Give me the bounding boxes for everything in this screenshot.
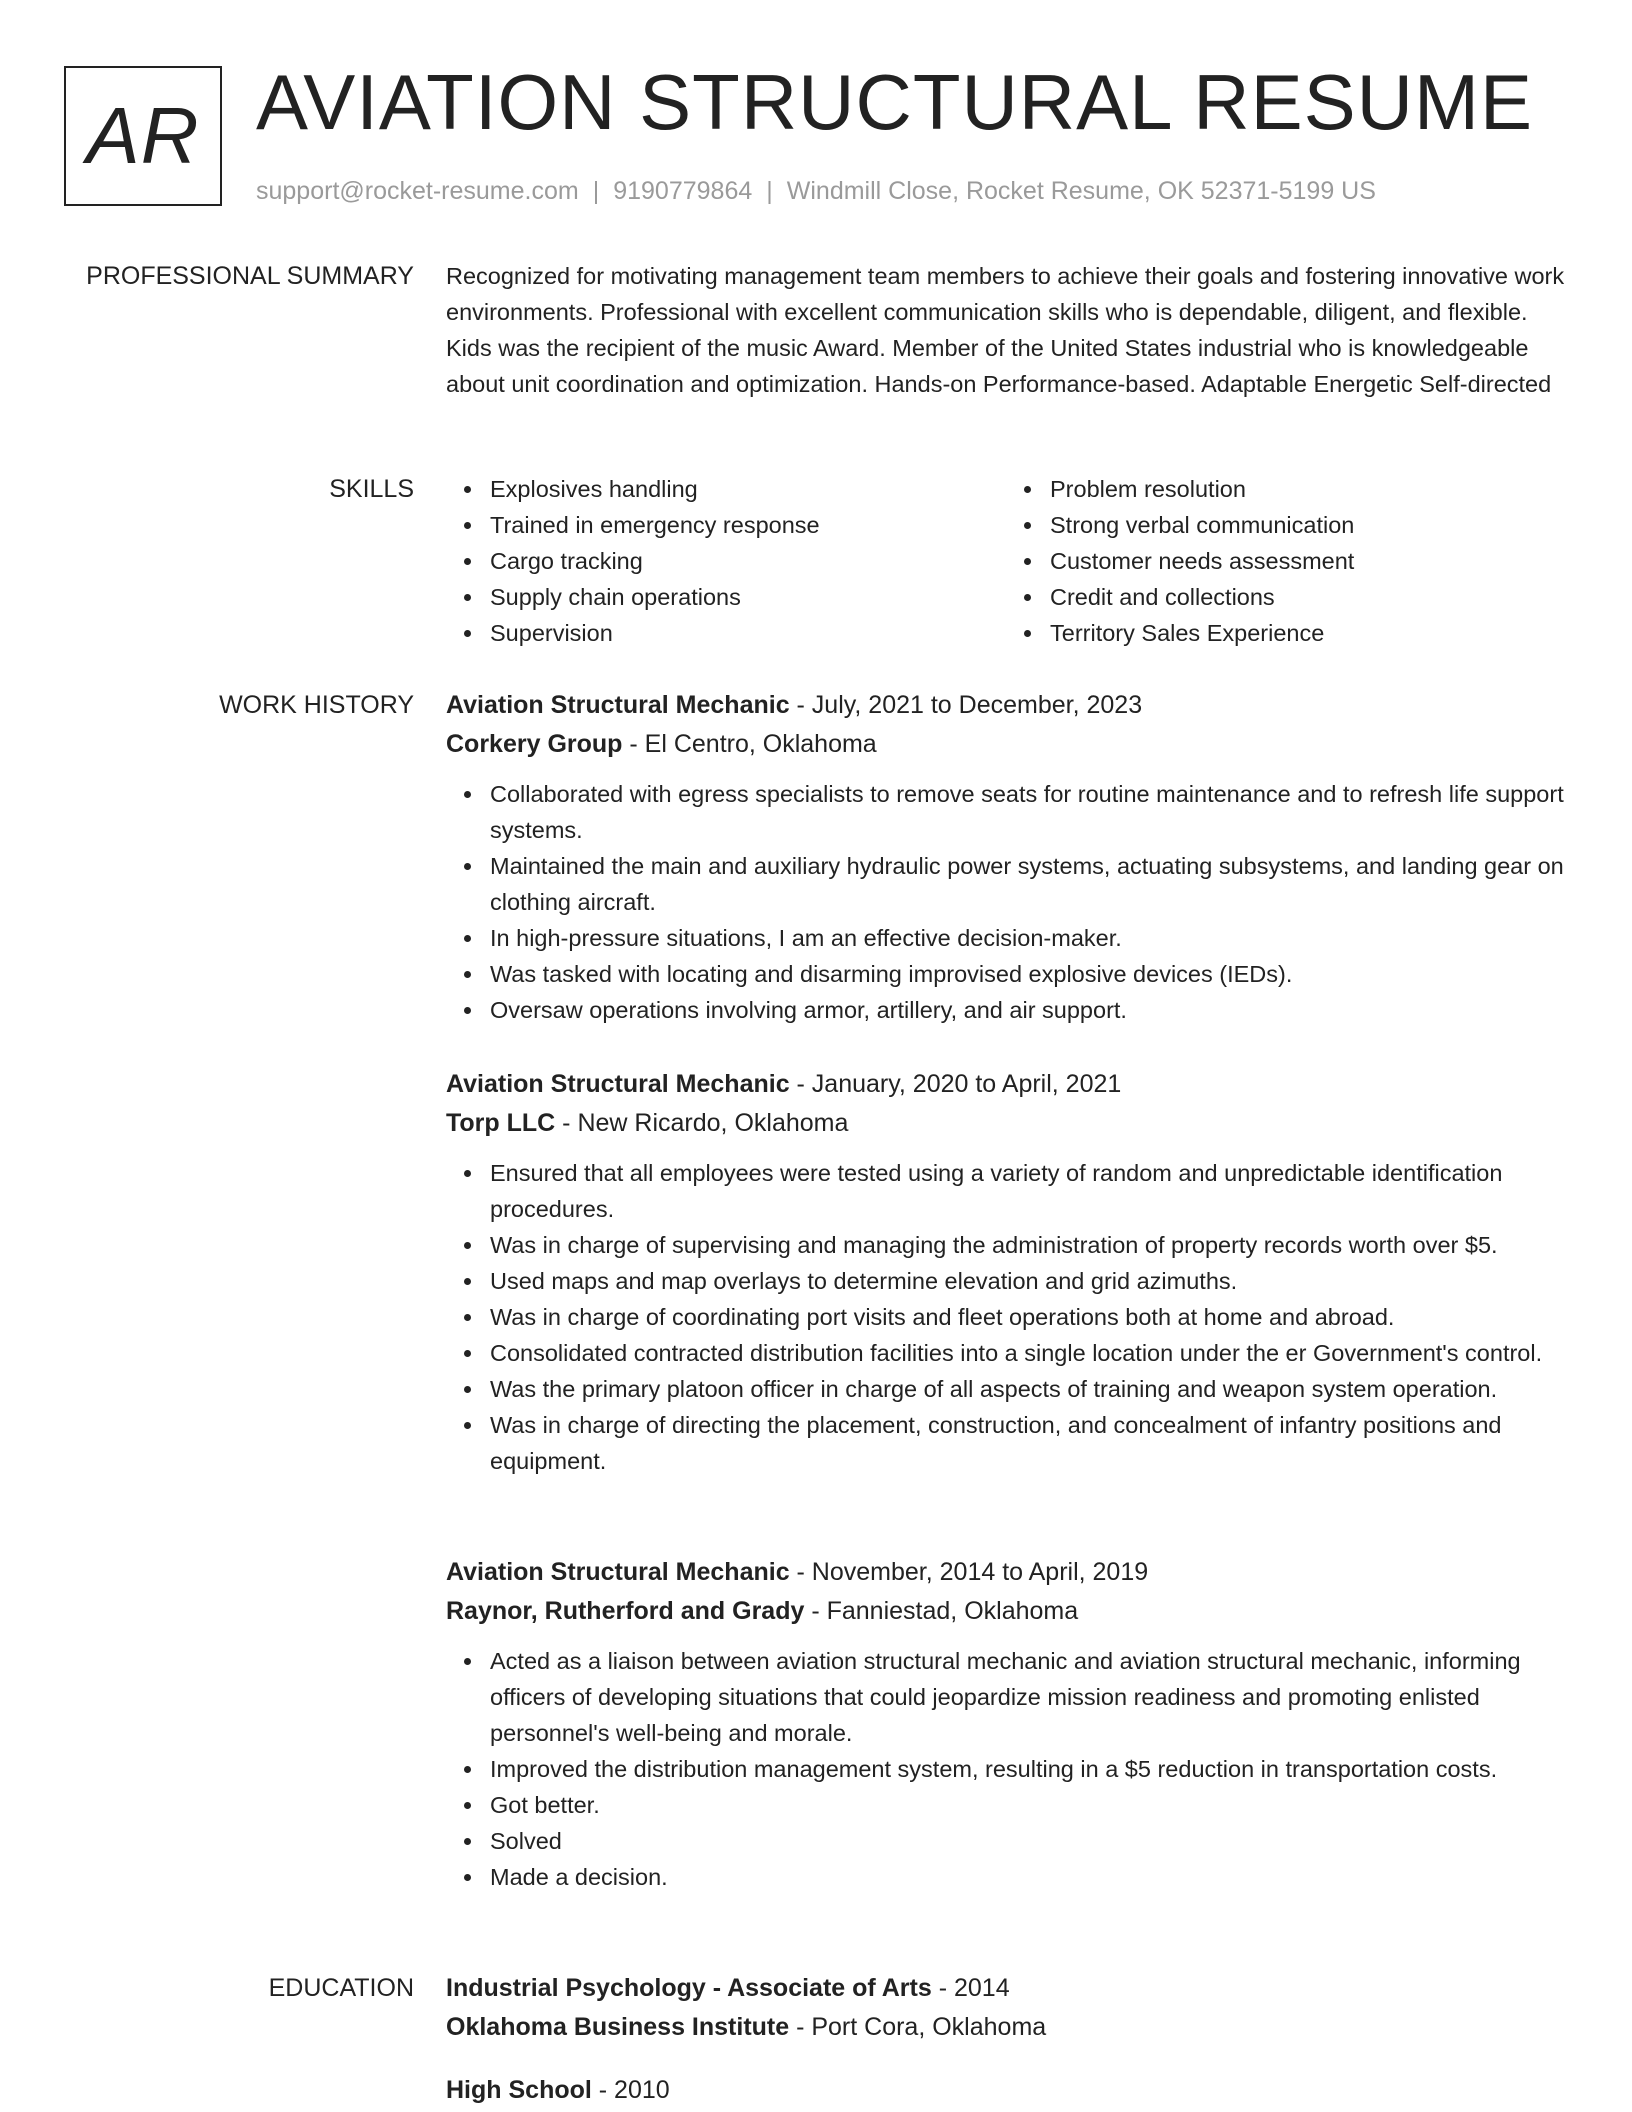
job-bullet: Was in charge of directing the placement, construction, and concealment of infantry positions and equipment.: [490, 1407, 1566, 1479]
contact-separator: |: [766, 177, 773, 205]
education-year: - 2010: [591, 2076, 670, 2104]
job-heading: [446, 1065, 1566, 1103]
job-dates: - November, 2014 to April, 2019: [789, 1558, 1149, 1586]
section-label-education: EDUCATION: [268, 1974, 414, 2002]
job-bullet: Solved: [490, 1823, 1566, 1859]
section-label-summary: PROFESSIONAL SUMMARY: [86, 262, 414, 290]
skill-item: Trained in emergency response: [490, 507, 1006, 543]
contact-separator: |: [592, 177, 600, 205]
job-title: Aviation Structural Mechanic: [446, 691, 790, 719]
job-company: Raynor, Rutherford and Grady: [446, 1597, 805, 1625]
job-content: [446, 1065, 1566, 1479]
contact-address: Windmill Close, Rocket Resume, OK 52371-5199 US: [786, 177, 1376, 205]
job-bullet: Acted as a liaison between aviation structural mechanic and aviation structural mechanic, informing officers of developing situations that could jeopardize mission readiness and promoting enlisted personnel's well-being and morale.: [490, 1643, 1566, 1751]
job-heading: [446, 1553, 1566, 1591]
job-bullet-list: [446, 776, 1566, 1028]
education-content: [446, 1969, 1566, 2109]
job-location: - El Centro, Oklahoma: [622, 730, 877, 758]
job-bullet: Oversaw operations involving armor, artillery, and air support.: [490, 992, 1566, 1028]
job-bullet: Consolidated contracted distribution facilities into a single location under the er Government's control.: [490, 1335, 1566, 1371]
job-bullet: Was in charge of supervising and managing the administration of property records worth over $5.: [490, 1227, 1566, 1263]
job-bullet: Was tasked with locating and disarming improvised explosive devices (IEDs).: [490, 956, 1566, 992]
skill-item: Cargo tracking: [490, 543, 1006, 579]
job-dates: - January, 2020 to April, 2021: [789, 1070, 1122, 1098]
job-bullet: Improved the distribution management system, resulting in a $5 reduction in transportation costs.: [490, 1751, 1566, 1787]
education-degree: High School: [446, 2076, 592, 2104]
summary-text: Recognized for motivating management team members to achieve their goals and fostering innovative work environments. Professional with excellent communication skills who is dependable, diligent, and flexible. Kids was the recipient of the music Award. Member of the United States industrial who is knowledgeable about unit coordination and optimization. Hands-on Performance-based. Adaptable Energetic Self-directed: [446, 263, 1565, 397]
job-bullet: Made a decision.: [490, 1859, 1566, 1895]
job-bullet: Maintained the main and auxiliary hydraulic power systems, actuating subsystems, and landing gear on clothing aircraft.: [490, 848, 1566, 920]
job-heading: [446, 686, 1566, 724]
summary-content: [446, 258, 1566, 402]
skill-item: Customer needs assessment: [1050, 543, 1566, 579]
job-bullet: Was in charge of coordinating port visits and fleet operations both at home and abroad.: [490, 1299, 1566, 1335]
job-employer-line: [446, 1103, 1566, 1143]
contact-phone[interactable]: 9190779864: [613, 177, 753, 205]
education-location: - Port Cora, Oklahoma: [789, 2013, 1047, 2041]
skills-content: [446, 471, 1566, 651]
skills-list-left: [446, 471, 1006, 651]
skill-item: Strong verbal communication: [1050, 507, 1566, 543]
job-content: [446, 686, 1566, 1028]
initials-monogram: AR: [64, 66, 222, 206]
skill-item: Supply chain operations: [490, 579, 1006, 615]
job-content: [446, 1553, 1566, 1895]
skill-item: Supervision: [490, 615, 1006, 651]
education-school-line: [446, 2007, 1566, 2047]
job-employer-line: [446, 724, 1566, 764]
section-label-skills: SKILLS: [329, 475, 414, 503]
education-heading: [446, 2071, 1566, 2109]
resume-title: AVIATION STRUCTURAL RESUME: [256, 58, 1534, 146]
education-degree: Industrial Psychology - Associate of Arts: [446, 1974, 932, 2002]
education-year: - 2014: [931, 1974, 1010, 2002]
skills-list-right: [1006, 471, 1566, 651]
skill-item: Territory Sales Experience: [1050, 615, 1566, 651]
job-title: Aviation Structural Mechanic: [446, 1558, 790, 1586]
job-bullet: Collaborated with egress specialists to remove seats for routine maintenance and to refresh life support systems.: [490, 776, 1566, 848]
section-label-work-history: WORK HISTORY: [219, 691, 414, 719]
job-bullet-list: [446, 1643, 1566, 1895]
skill-item: Credit and collections: [1050, 579, 1566, 615]
job-bullet: Got better.: [490, 1787, 1566, 1823]
contact-line: [256, 173, 1376, 209]
skill-item: Explosives handling: [490, 471, 1006, 507]
job-bullet-list: [446, 1155, 1566, 1479]
skill-item: Problem resolution: [1050, 471, 1566, 507]
job-bullet: Ensured that all employees were tested using a variety of random and unpredictable identification procedures.: [490, 1155, 1566, 1227]
contact-email[interactable]: support@rocket-resume.com: [256, 177, 579, 205]
job-bullet: Used maps and map overlays to determine elevation and grid azimuths.: [490, 1263, 1566, 1299]
job-location: - New Ricardo, Oklahoma: [555, 1109, 849, 1137]
education-school: Oklahoma Business Institute: [446, 2013, 790, 2041]
education-heading: [446, 1969, 1566, 2007]
job-bullet: In high-pressure situations, I am an effective decision-maker.: [490, 920, 1566, 956]
job-company: Torp LLC: [446, 1109, 556, 1137]
job-company: Corkery Group: [446, 730, 623, 758]
job-dates: - July, 2021 to December, 2023: [789, 691, 1143, 719]
job-title: Aviation Structural Mechanic: [446, 1070, 790, 1098]
job-bullet: Was the primary platoon officer in charge of all aspects of training and weapon system operation.: [490, 1371, 1566, 1407]
job-employer-line: [446, 1591, 1566, 1631]
job-location: - Fanniestad, Oklahoma: [804, 1597, 1079, 1625]
